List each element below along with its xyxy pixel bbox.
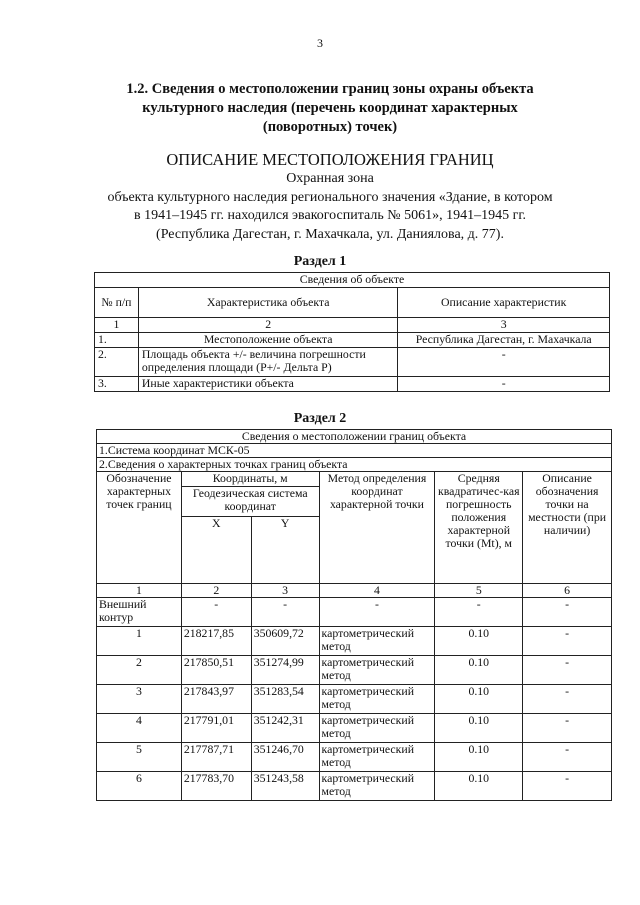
table1-caption: Сведения об объекте bbox=[95, 273, 610, 288]
point-marking: - bbox=[523, 772, 612, 801]
point-error: - bbox=[435, 598, 523, 627]
heading-line-1: 1.2. Сведения о местоположении границ зоны охраны объекта bbox=[126, 81, 534, 97]
col-number: 1 bbox=[97, 584, 182, 598]
point-x: - bbox=[181, 598, 251, 627]
point-method: картометрический метод bbox=[319, 656, 435, 685]
header-geodetic: Геодезическая система координат bbox=[181, 487, 319, 517]
description-zone: Охранная зона bbox=[286, 171, 374, 186]
point-y: 351243,58 bbox=[251, 772, 319, 801]
row-characteristic: Иные характеристики объекта bbox=[138, 377, 397, 392]
table-row bbox=[97, 598, 612, 627]
point-x: 217791,01 bbox=[181, 714, 251, 743]
point-error: 0.10 bbox=[435, 772, 523, 801]
header-y-filler bbox=[251, 531, 319, 584]
page-number: 3 bbox=[317, 36, 323, 50]
point-error: 0.10 bbox=[435, 656, 523, 685]
point-marking: - bbox=[523, 714, 612, 743]
header-error: Средняя квадратичес-кая погрешность положения характерной точки (Mt), м bbox=[435, 472, 523, 584]
point-marking: - bbox=[523, 598, 612, 627]
point-method: картометрический метод bbox=[319, 685, 435, 714]
section-heading bbox=[120, 80, 540, 137]
point-marking: - bbox=[523, 656, 612, 685]
point-y: 351242,31 bbox=[251, 714, 319, 743]
table-row bbox=[97, 685, 612, 714]
row-num: 1. bbox=[95, 333, 139, 348]
point-marking: - bbox=[523, 627, 612, 656]
point-id: 2 bbox=[97, 656, 182, 685]
section1-title: Раздел 1 bbox=[293, 254, 347, 269]
point-error: 0.10 bbox=[435, 743, 523, 772]
boundary-description bbox=[80, 150, 580, 244]
point-x: 217783,70 bbox=[181, 772, 251, 801]
point-id: 5 bbox=[97, 743, 182, 772]
point-marking: - bbox=[523, 743, 612, 772]
header-method: Метод определения координат характерной точки bbox=[319, 472, 435, 584]
row-num: 3. bbox=[95, 377, 139, 392]
point-error: 0.10 bbox=[435, 714, 523, 743]
row-characteristic: Местоположение объекта bbox=[138, 333, 397, 348]
point-id: 6 bbox=[97, 772, 182, 801]
description-line-1: объекта культурного наследия регионального значения «Здание, в котором bbox=[107, 189, 553, 205]
point-marking: - bbox=[523, 685, 612, 714]
point-method: картометрический метод bbox=[319, 772, 435, 801]
header-coords: Координаты, м bbox=[181, 472, 319, 487]
col-number: 1 bbox=[95, 318, 139, 333]
table-row bbox=[97, 772, 612, 801]
point-y: 350609,72 bbox=[251, 627, 319, 656]
outer-contour-label: Внешний контур bbox=[97, 598, 182, 627]
header-marking: Описание обозначения точки на местности (при наличии) bbox=[523, 472, 612, 584]
col-number: 6 bbox=[523, 584, 612, 598]
description-line-2: в 1941–1945 гг. находился эвакогоспиталь № 5061», 1941–1945 гг. bbox=[134, 208, 526, 223]
boundary-points-table bbox=[96, 429, 612, 801]
col-number: 2 bbox=[138, 318, 397, 333]
description-line-3: (Республика Дагестан, г. Махачкала, ул. Даниялова, д. 77). bbox=[156, 226, 504, 242]
section2-title: Раздел 2 bbox=[293, 411, 347, 426]
col-number: 2 bbox=[181, 584, 251, 598]
point-id: 3 bbox=[97, 685, 182, 714]
table-row bbox=[97, 714, 612, 743]
point-id: 1 bbox=[97, 627, 182, 656]
coordinate-system: 1.Система координат МСК-05 bbox=[97, 444, 612, 458]
header-y: Y bbox=[251, 517, 319, 531]
point-error: 0.10 bbox=[435, 627, 523, 656]
point-error: 0.10 bbox=[435, 685, 523, 714]
points-caption: 2.Сведения о характерных точках границ объекта bbox=[97, 458, 612, 472]
table-row bbox=[97, 743, 612, 772]
description-title: ОПИСАНИЕ МЕСТОПОЛОЖЕНИЯ ГРАНИЦ bbox=[166, 150, 494, 169]
point-y: 351274,99 bbox=[251, 656, 319, 685]
header-num: № п/п bbox=[95, 288, 139, 318]
point-x: 217843,97 bbox=[181, 685, 251, 714]
row-characteristic: Площадь объекта +/- величина погрешности определения площади (P+/- Дельта P) bbox=[138, 348, 397, 377]
point-id: 4 bbox=[97, 714, 182, 743]
point-y: 351246,70 bbox=[251, 743, 319, 772]
row-value: - bbox=[398, 377, 610, 392]
table-row bbox=[95, 348, 610, 377]
point-method: картометрический метод bbox=[319, 714, 435, 743]
point-y: 351283,54 bbox=[251, 685, 319, 714]
heading-line-3: (поворотных) точек) bbox=[262, 119, 398, 135]
point-method: картометрический метод bbox=[319, 743, 435, 772]
col-number: 3 bbox=[251, 584, 319, 598]
heading-line-2: культурного наследия (перечень координат характерных bbox=[142, 100, 518, 116]
row-value: Республика Дагестан, г. Махачкала bbox=[398, 333, 610, 348]
table-row bbox=[95, 333, 610, 348]
row-num: 2. bbox=[95, 348, 139, 377]
point-x: 218217,85 bbox=[181, 627, 251, 656]
table-row bbox=[97, 656, 612, 685]
header-characteristic: Характеристика объекта bbox=[138, 288, 397, 318]
header-x-filler bbox=[181, 531, 251, 584]
object-info-table bbox=[94, 272, 610, 392]
col-number: 3 bbox=[398, 318, 610, 333]
table-row bbox=[95, 377, 610, 392]
point-method: - bbox=[319, 598, 435, 627]
row-value: - bbox=[398, 348, 610, 377]
header-description: Описание характеристик bbox=[398, 288, 610, 318]
col-number: 5 bbox=[435, 584, 523, 598]
header-designation: Обозначение характерных точек границ bbox=[97, 472, 182, 584]
point-method: картометрический метод bbox=[319, 627, 435, 656]
point-x: 217850,51 bbox=[181, 656, 251, 685]
table2-caption: Сведения о местоположении границ объекта bbox=[97, 430, 612, 444]
header-x: X bbox=[181, 517, 251, 531]
table-row bbox=[97, 627, 612, 656]
point-y: - bbox=[251, 598, 319, 627]
col-number: 4 bbox=[319, 584, 435, 598]
point-x: 217787,71 bbox=[181, 743, 251, 772]
